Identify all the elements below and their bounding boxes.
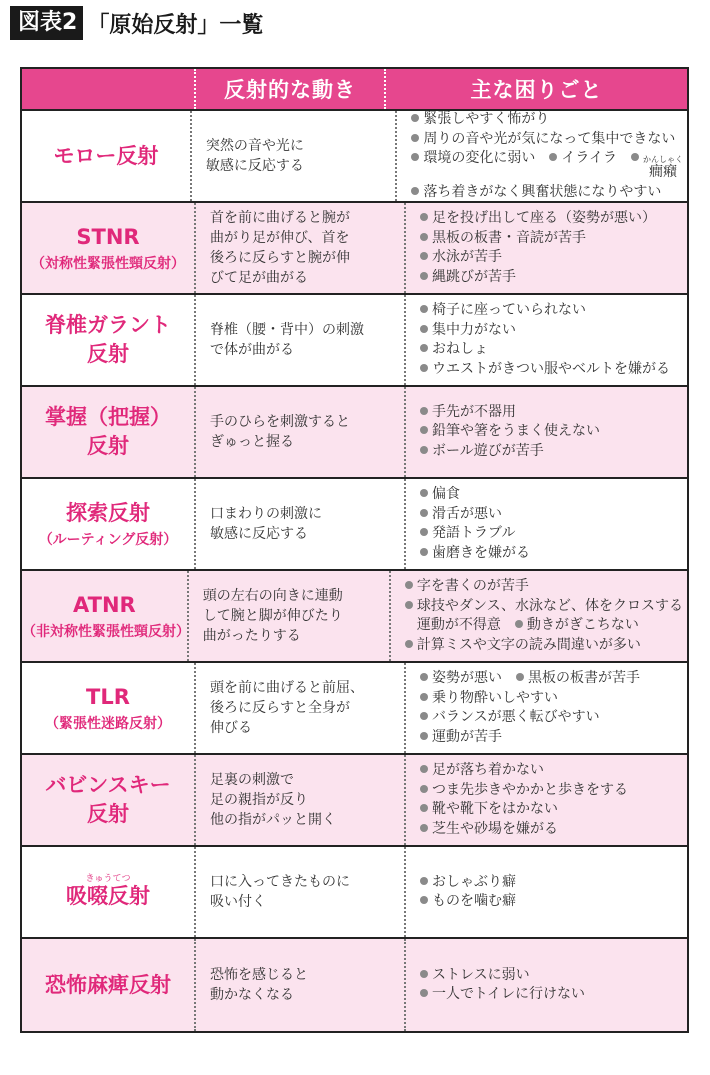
reflex-action: 手のひらを刺激すると ぎゅっと握る [196,387,406,477]
trouble-item: 発語トラブル [432,525,516,541]
reflex-name: 反射 [87,802,129,826]
bullet-icon [420,325,428,333]
reflex-name-cell [22,111,192,201]
trouble-item: 計算ミスや文字の読み間違いが多い [416,636,641,653]
trouble-line [411,110,683,130]
reflex-action: 恐怖を感じると 動かなくなる [196,939,406,1031]
trouble-line [420,708,683,728]
table-row [22,939,687,1031]
trouble-line [420,689,683,709]
bullet-icon [420,528,428,536]
trouble-line [420,229,683,249]
trouble-item: かんしゃく 癇癪 [643,155,683,180]
trouble-item: 水泳が苦手 [432,249,502,265]
troubles-list [406,847,687,937]
reflex-name-ruby: きゅうてつ [85,873,131,884]
trouble-item: 緊張しやすく怖がり [423,111,550,127]
bullet-icon [420,305,428,313]
bullet-icon [420,877,428,885]
bullet-icon [405,581,413,589]
troubles-list [406,387,687,477]
bullet-icon [411,114,419,122]
trouble-item: 字を書くのが苦手 [416,578,529,594]
reflex-action: 頭を前に曲げると前屈、 後ろに反らすと全身が 伸びる [196,663,406,753]
trouble-item: 滑舌が悪い [432,505,502,522]
bullet-icon [515,620,523,628]
bullet-icon [420,509,428,517]
trouble-line [420,340,683,360]
bullet-icon [420,213,428,221]
trouble-item: つま先歩きやかかと歩きをする [432,781,628,798]
bullet-icon [420,233,428,241]
bullet-icon [405,601,413,609]
trouble-line [420,422,683,442]
troubles-list [406,295,687,385]
table-row [22,111,687,203]
trouble-item: 手先が不器用 [432,403,516,420]
troubles-list [391,571,687,661]
table-row [22,847,687,939]
trouble-line [420,524,683,544]
reflex-subname: （非対称性緊張性頸反射） [22,623,190,640]
trouble-item: 運動が苦手 [432,728,502,745]
reflex-action: 突然の音や光に 敏感に反応する [192,111,398,201]
bullet-icon [420,344,428,352]
table-row [22,755,687,847]
trouble-line [420,268,683,288]
bullet-icon [420,896,428,904]
troubles-list [406,479,687,569]
bullet-icon [420,765,428,773]
bullet-icon [420,446,428,454]
trouble-item: おしゃぶり癖 [432,873,516,890]
trouble-item: 椅子に座っていられない [432,302,586,318]
trouble-item: 足が落ち着かない [432,762,544,778]
table-row [22,571,687,663]
trouble-line [420,321,683,341]
troubles-list [406,663,687,753]
reflex-name: TLR [86,684,130,709]
bullet-icon [631,153,639,161]
reflex-name: 反射 [87,342,129,366]
reflex-action: 口に入ってきたものに 吸い付く [196,847,406,937]
bullet-icon [420,824,428,832]
reflex-name-cell [22,847,196,937]
trouble-line [420,360,683,380]
trouble-line [420,892,683,912]
trouble-item: バランスが悪く転びやすい [432,709,600,725]
bullet-icon [420,252,428,260]
reflex-name: 脊椎ガラント [45,313,171,337]
reflex-name-cell [22,295,196,385]
trouble-line [420,505,683,525]
reflex-name: 恐怖麻痺反射 [45,972,171,997]
reflex-subname: （対称性緊張性頸反射） [31,255,185,272]
trouble-line [420,485,683,505]
trouble-item: 球技やダンス、水泳など、体をクロスする [416,597,683,614]
reflex-name-cell [22,755,196,845]
trouble-item: 偏食 [432,486,460,502]
bullet-icon [420,548,428,556]
trouble-line [405,616,683,636]
bullet-icon [411,134,419,142]
trouble-item: 歯磨きを嫌がる [432,544,530,561]
troubles-list [397,111,687,201]
reflex-action: 首を前に曲げると腕が 曲がり足が伸び、首を 後ろに反らすと腕が伸 びて足が曲がる [196,203,406,293]
trouble-item: 足を投げ出して座る（姿勢が悪い） [432,210,656,226]
trouble-item: 黒板の板書が苦手 [528,670,640,686]
trouble-line [411,149,683,183]
bullet-icon [411,153,419,161]
trouble-item: 一人でトイレに行けない [432,986,586,1002]
table-row [22,295,687,387]
reflex-name-cell [22,939,196,1031]
reflex-name-cell [22,663,196,753]
table-row [22,203,687,295]
reflex-name: STNR [76,224,140,249]
troubles-list [406,203,687,293]
reflex-action: 脊椎（腰・背中）の刺激 で体が曲がる [196,295,406,385]
trouble-item: 周りの音や光が気になって集中できない [423,130,676,147]
reflex-table [20,67,689,1033]
bullet-icon [420,426,428,434]
trouble-item: ストレスに弱い [432,966,530,983]
trouble-line [420,985,683,1005]
table-body [22,111,687,1031]
header-cell-name [22,69,196,109]
bullet-icon [420,407,428,415]
trouble-item: 乗り物酔いしやすい [432,689,558,706]
table-row [22,479,687,571]
trouble-item: 環境の変化に弱い [423,150,536,166]
trouble-item: 靴や靴下をはかない [432,801,558,817]
figure-title: 「原始反射」一覧 [87,12,264,38]
trouble-item: イライラ [561,150,617,166]
reflex-name: 反射 [87,434,129,458]
trouble-item: 黒板の板書・音読が苦手 [432,229,586,246]
header-cell-action: 反射的な動き [196,69,386,109]
figure-badge: 図表2 [10,6,83,40]
table-header-row [22,69,687,111]
reflex-name-cell [22,571,189,661]
trouble-line [405,577,683,597]
reflex-action: 頭の左右の向きに連動 して腕と脚が伸びたり 曲がったりする [189,571,391,661]
bullet-icon [405,640,413,648]
bullet-icon [549,153,557,161]
trouble-item: ボール遊びが苦手 [432,442,544,459]
trouble-line [420,728,683,748]
trouble-item: 縄跳びが苦手 [432,268,516,285]
trouble-line [405,636,683,656]
trouble-item: 集中力がない [432,321,516,338]
header-cell-troubles: 主な困りごと [470,78,603,102]
trouble-line [420,669,683,689]
trouble-line [420,761,683,781]
trouble-line [420,442,683,462]
trouble-line [420,873,683,893]
trouble-line [420,301,683,321]
trouble-item: ものを噛む癖 [432,893,516,909]
reflex-subname: （緊張性迷路反射） [45,715,171,732]
bullet-icon [420,673,428,681]
trouble-line [420,209,683,229]
trouble-line [420,781,683,801]
reflex-name: 掌握（把握） [45,405,171,429]
reflex-name-cell [22,479,196,569]
table-row [22,387,687,479]
bullet-icon [420,364,428,372]
reflex-name: ATNR [73,592,136,617]
trouble-line [420,966,683,986]
bullet-icon [420,804,428,812]
table-row [22,663,687,755]
bullet-icon [411,187,419,195]
trouble-item: 運動が不得意 [416,617,501,633]
trouble-line [420,544,683,564]
reflex-name: バビンスキー [45,773,171,797]
bullet-icon [420,712,428,720]
trouble-line [411,130,683,150]
trouble-line [420,820,683,840]
bullet-icon [420,989,428,997]
bullet-icon [420,693,428,701]
bullet-icon [420,970,428,978]
trouble-item: 鉛筆や箸をうまく使えない [432,423,600,440]
bullet-icon [420,489,428,497]
trouble-line [420,248,683,268]
figure-header [10,6,263,40]
troubles-list [406,939,687,1031]
reflex-name-cell [22,387,196,477]
reflex-name-cell [22,203,196,293]
trouble-item: 動きがぎこちない [526,617,639,633]
trouble-item: おねしょ [432,341,488,357]
troubles-list [406,755,687,845]
reflex-action: 足裏の刺激で 足の親指が反り 他の指がパッと開く [196,755,406,845]
bullet-icon [420,785,428,793]
reflex-name: 吸啜反射 [66,883,150,908]
trouble-line [420,403,683,423]
trouble-item: 芝生や砂場を嫌がる [432,820,558,837]
trouble-item: 落ち着きがなく興奮状態になりやすい [423,183,662,200]
trouble-item: ウエストがきつい服やベルトを嫌がる [432,360,670,377]
reflex-name: 探索反射 [66,500,150,525]
trouble-ruby: かんしゃく [643,155,683,164]
trouble-item: 姿勢が悪い [432,670,502,686]
bullet-icon [420,732,428,740]
reflex-action: 口まわりの刺激に 敏感に反応する [196,479,406,569]
reflex-name: モロー反射 [53,143,159,168]
trouble-line [411,183,683,203]
bullet-icon [420,272,428,280]
bullet-icon [516,673,524,681]
trouble-line [405,597,683,617]
reflex-subname: （ルーティング反射） [38,531,178,548]
trouble-line [420,800,683,820]
